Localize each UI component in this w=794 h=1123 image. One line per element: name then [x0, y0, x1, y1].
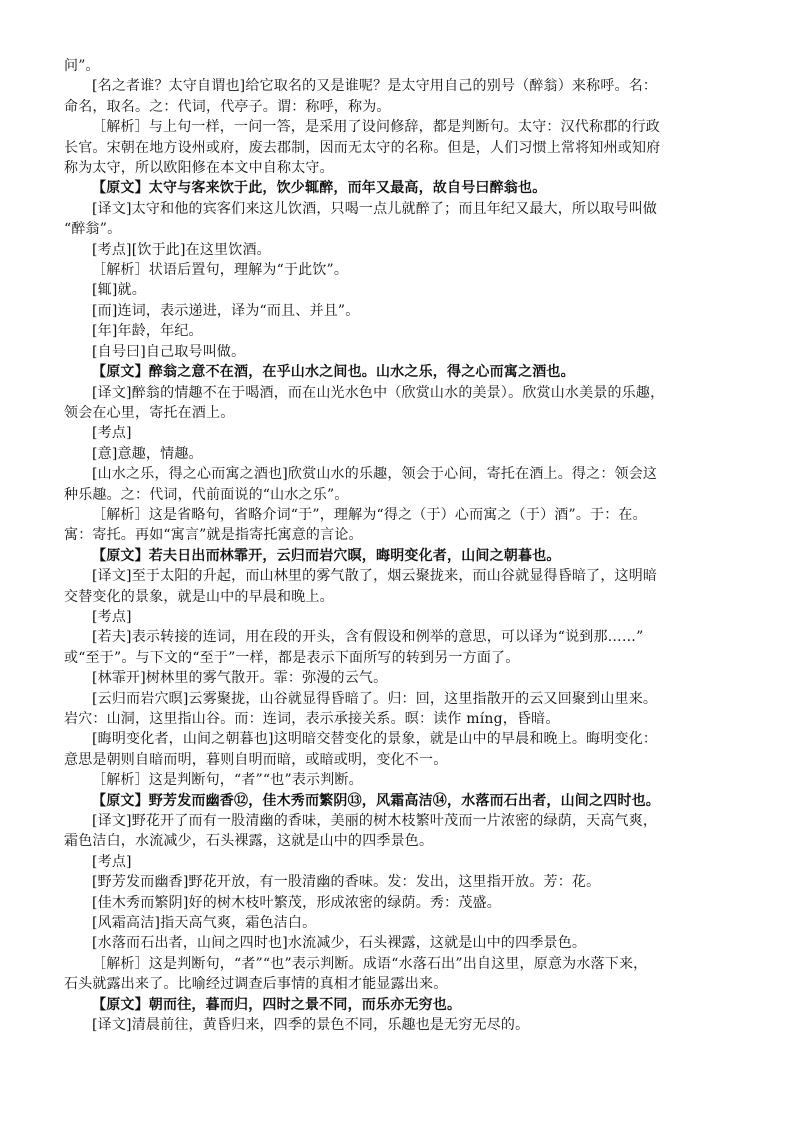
text-line: [自号曰]自己取号叫做。	[92, 343, 246, 360]
text-line: [而]连词，表示递进，译为“而且、并且”。	[92, 302, 360, 319]
text-line: [考点]	[92, 853, 132, 870]
text-line: 意思是朝则自暗而明，暮则自明而暗，或暗或明，变化不一。	[64, 751, 448, 768]
original-text-line: 【原文】野芳发而幽香⑫，佳木秀而繁阴⑬，风霜高洁⑭，水落而石出者，山间之四时也。	[92, 792, 660, 809]
text-line: [名之者谁？太守自谓也]给它取名的又是谁呢？是太守用自己的别号（醉翁）来称呼。名：	[92, 78, 658, 95]
text-line: 种乐趣。之：代词，代前面说的“山水之乐”。	[64, 486, 349, 503]
text-line: [佳木秀而繁阴]好的树木枝叶繁茂，形成浓密的绿荫。秀：茂盛。	[92, 894, 501, 911]
text-line: [山水之乐，得之心而寓之酒也]欣赏山水的乐趣，领会于心间，寄托在酒上。得之：领会这	[92, 466, 658, 483]
text-line: ［解析］与上句一样，一问一答，是采用了设问修辞，都是判断句。太守：汉代称郡的行政	[92, 119, 660, 136]
text-line: [野芳发而幽香]野花开放，有一股清幽的香味。发：发出，这里指开放。芳：花。	[92, 874, 601, 891]
text-line: [考点][饮于此]在这里饮酒。	[92, 241, 271, 258]
text-line: ［解析］这是省略句，省略介词“于”，理解为“得之（于）心而寓之（于）酒”。于：在。	[92, 506, 647, 523]
text-line: [考点]	[92, 425, 132, 442]
text-line: 寓：寄托。再如“寓言”就是指寄托寓意的言论。	[64, 527, 363, 544]
original-text-line: 【原文】太守与客来饮于此，饮少辄醉，而年又最高，故自号曰醉翁也。	[92, 180, 547, 197]
text-line: 或“至于”。与下文的“至于”一样，都是表示下面所写的转到另一方面了。	[64, 649, 520, 666]
text-line: 霜色洁白，水流减少，石头裸露，这就是山中的四季景色。	[64, 833, 434, 850]
text-line: ［解析］这是判断句，“者”“也”表示判断。成语“水落石出”出自这里，原意为水落下来，	[92, 955, 648, 972]
text-line: [译文]野花开了而有一股清幽的香味，美丽的树木枝繁叶茂而一片浓密的绿荫，天高气爽，	[92, 813, 658, 830]
text-line: 交替变化的景象，就是山中的早晨和晚上。	[64, 588, 334, 605]
text-line: 命名，取名。之：代词，代亭子。谓：称呼，称为。	[64, 98, 391, 115]
text-line: [年]年龄，年纪。	[92, 323, 203, 340]
text-line: [林霏开]树林里的雾气散开。霏：弥漫的云气。	[92, 670, 388, 687]
text-line: [译文]醉翁的情趣不在于喝酒，而在山光水色中（欣赏山水的美景）。欣赏山水美景的乐趣，	[92, 384, 665, 401]
original-text-line: 【原文】朝而往，暮而归，四时之景不同，而乐亦无穷也。	[92, 996, 462, 1013]
original-text-line: 【原文】醉翁之意不在酒，在乎山水之间也。山水之乐，得之心而寓之酒也。	[92, 364, 575, 381]
text-line: [考点]	[92, 608, 132, 625]
text-line: 岩穴：山洞，这里指山谷。而：连词，表示承接关系。暝：读作 míng，昏暗。	[64, 711, 560, 727]
text-line: 问”。	[64, 58, 100, 74]
document-body	[64, 56, 730, 1036]
text-line: ［解析］这是判断句，“者”“也”表示判断。	[92, 772, 363, 789]
text-line: [译文]太守和他的宾客们来这儿饮酒，只喝一点儿就醉了；而且年纪又最大，所以取号叫做	[92, 200, 658, 217]
text-line: [译文]清晨前往，黄昏归来，四季的景色不同，乐趣也是无穷无尽的。	[92, 1017, 530, 1034]
text-line: ［解析］状语后置句，理解为“于此饮”。	[92, 262, 349, 279]
text-line: [水落而石出者，山间之四时也]水流减少，石头裸露，这就是山中的四季景色。	[92, 935, 587, 952]
text-line: [云归而岩穴暝]云雾聚拢，山谷就显得昏暗了。归：回，这里指散开的云又回聚到山里来。	[92, 690, 658, 707]
text-line: [译文]至于太阳的升起，而山林里的雾气散了，烟云聚拢来，而山谷就显得昏暗了，这明暗	[92, 568, 658, 585]
text-line: “醉翁”。	[64, 221, 122, 238]
text-line: [若夫]表示转接的连词，用在段的开头，含有假设和例举的意思，可以译为“说到那……”	[92, 629, 644, 646]
text-line: [晦明变化者，山间之朝暮也]这明暗交替变化的景象，就是山中的早晨和晚上。晦明变化：	[92, 731, 658, 748]
text-line: 长官。宋朝在地方设州或府，废去郡制，因而无太守的名称。但是，人们习惯上常将知州或知府	[64, 139, 661, 156]
text-line: [辄]就。	[92, 282, 146, 299]
text-line: [意]意趣，情趣。	[92, 445, 203, 462]
original-text-line: 【原文】若夫日出而林霏开，云归而岩穴暝，晦明变化者，山间之朝暮也。	[92, 547, 561, 564]
text-line: [风霜高洁]指天高气爽，霜色洁白。	[92, 915, 317, 932]
text-line: 称为太守，所以欧阳修在本文中自称太守。	[64, 160, 334, 177]
text-line: 石头就露出来了。比喻经过调查后事情的真相才能显露出来。	[64, 976, 448, 993]
text-line: 领会在心里，寄托在酒上。	[64, 404, 235, 421]
